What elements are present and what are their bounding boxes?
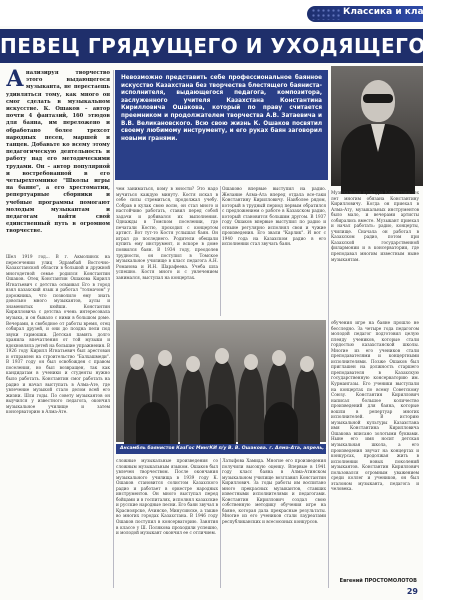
article-column-2: чем заниматься, кому в юности? Это надо мучиться каждую минуту. Костя искал в себе силы стремиться, продолжал учебу. Собрав в кулак свою волю, он стал много и настойчиво работать, ставил перед собой задачи и добивался их выполнения. Однажды в Томском поселении, где печатали Костю, проходил с концертом артист. Вот тут-то Костя услышал баян. Он играл до последнего. Родители обещали купить ему инструмент, и вскоре в доме появился баян. В 1934 году, преодолев трудности, он поступил в Томское музыкальное училище в класс педагога А.Н. Романова и И.Н. Шарафеева. Учеба шла успешно. Костя много и с увлечением занимался, выступал на концертах.: [116, 186, 218, 280]
ensemble-face: [158, 350, 172, 366]
photo-caption: Ансамбль баянистов КазГос МингКИ п/у В. В. Ошакова. г. Алма-Ата, апрель, 1966г.: [120, 445, 343, 451]
ensemble-face: [130, 354, 144, 370]
column-divider: [328, 190, 329, 588]
article-column-6: Латыфова Хамида. Многие его произведения получили высокую оценку. Впервые в 1941 году класс баяна в Алма-Атинском музыкальном училище возглавил Константин Кириллович. За годы работы им воспитано много прекрасных музыкантов, ставших известными исполнителями и педагогами. Константин Кириллович создал свою собственную методику обучения игре на баяне, которая дала прекрасные результаты. Многие из его учеников стали лауреатами республиканских и всесоюзных конкурсов.: [222, 458, 326, 525]
ensemble-face: [186, 356, 200, 372]
portrait-glasses: [363, 94, 393, 103]
article-column-4: Музыкальная культура Казахстана тех лет многим обязана Константину Кирилловичу. Когда он приехал в Алма-Ату, музыкальных инструментов было мало, и вечерами артисты собирались вместе. Музыкант приехал и начал работать: радио, концерты, училище. Сначала он работал в Казахском радио, потом при Казахской государственной филармонии и в консерватории, где преподавал многим известным ныне музыкантам.: [331, 190, 419, 262]
ensemble-accordion: [264, 402, 298, 446]
article-column-3: Ошаково впервые выступил на радио. Желание Алма-Ата вперед отдала все-таки Константину Кирилловичу. Наиболее рядом, который в трудный период первым обратился с предложением о работе в Казахском радио, который становится большим другом. В 1937 году Ошаков впервые выступил по радио и отныне регулярно исполнял свои и чужие произведения. Его звали "Карлик". И вот с 1940 года на Казахском радио в его исполнении стал звучать баян.: [222, 186, 326, 247]
headline-title: ПЕВЕЦ ГРЯДУЩЕГО И УХОДЯЩЕГО: [0, 34, 426, 58]
article-column-1: Шел 1919 год... В г. Акмолинск на пересечении улиц Эдрамбай Восточно-Казахстанской области в большой и дружной многодетной семье родился Константин Ошаков. Отец Константин Ошакова Кирилл Игнатьевич с детства осваивал Его в город взял казахский язык и работал "толмачом" у дорожника, что позволило ему знать довольно много музыкантов, аулы и знаменитых кюйши. Константин Кирилловича с детства очень интересовала музыка, и он бывало с ними в большом доме. Вечерами, в свободное от работы время, отец собирал друзей, и они до поздна пели под звуки гармошки. Детская память долго хранила впечатления от той музыки и вдохновляла детей на большие упражнения. В 1926 году Кирилл Игнатьевич был арестован и отправлен на строительство "Балхашмеди". В 1937 году он был освобожден с правом поселения, но был возвращен, так как кандидатам в ученики и студенты нужно было работать. Константин смог работать на радио и начал выступать в Алма-Ате, где увлечение музыкой стало делом всей его жизни. Шли годы. По совету музыкантов он выучился у известного педагога, окончил музыкальное училище и затем консерваторию в Алма-Ате.: [6, 254, 110, 415]
ensemble-photo: [116, 320, 326, 442]
author-signature: Евгений ПРОСТОМОЛОТОВ: [339, 578, 417, 584]
ensemble-accordion: [200, 404, 234, 446]
ensemble-face: [244, 354, 258, 370]
rubric-label: Классика и классики: [343, 7, 453, 17]
ensemble-face: [215, 348, 229, 364]
drop-cap: А: [6, 66, 24, 92]
rubric-dots-decoration: [311, 8, 341, 20]
ensemble-accordion: [136, 402, 170, 446]
lead-text: нализируя творчество этого выдающегося музыканта, не перестаешь удивляться тому, как много он смог сделать в музыкальном искусстве. К. Ошаков – автор почти 4 фантазий, 160 этюдов для баяна, им переложено и обработано более трехсот народных песен, маршей и танцев. Добавьте ко всему этому педагогическую деятельность и работу над его методическими трудами. Он – автор популярной и востребованной в его четырехтомнике "Школы игры на баяне", а его хрестоматии, репертуарные сборники и учебные программы помогают молодым музыкантам и педагогам найти свой единственный путь в огромном творчестве.: [6, 70, 110, 235]
column-divider: [220, 186, 221, 316]
article-column-7: обучения игре на баяне прошло не бесследно. За четыре года педагогом молодой педагог подготовил целую плеяду учеников, которые стали гордостью казахстанской школы. Многие из его учеников стали преподавателями и концертными исполнителями. Позже Ошаков был приглашен на должность старшего преподавателя в Казахскую государственную консерваторию им. Курмангазы. Его ученики выступали на концертах по всему Советскому Союзу. Константин Кириллович написал большое количество произведений для баяна, которые вошли в репертуар многих исполнителей. В историю музыкальной культуры Казахстана имя Константина Кирилловича Ошакова вписано золотыми буквами. Ныне его имя носит детская музыкальная школа, а его произведения звучат на концертах и конкурсах, продолжая жить в исполнении новых поколений музыкантов. Константин Кириллович пользовался огромным уважением среди коллег и учеников, он был эталоном музыканта, педагога и человека.: [331, 320, 419, 492]
photo-caption-bar: [116, 444, 343, 454]
lead-paragraph: [6, 66, 110, 252]
article-column-5: сложные музыкальные произведения со сложным музыкальным языком. Ошаков был увлечен творчеством. После окончания музыкального училища в 1939 году К. Ошаков становится солистом Казахского радио и работает в оркестре народных инструментов. Он много выступал перед бойцами и в госпиталях, исполнял казахские и русские народные песни. Его баян звучал в Красноярске, Ачинске, Минусинске, а также во многих городах Казахстана. В 1946 году Ошаков поступил в консерваторию. Занятия в классе у Ш. Полякова проходили успешно, и молодой музыкант окончил ее с отличием.: [116, 458, 218, 536]
portrait-photo: [331, 66, 423, 186]
ensemble-member: [238, 364, 264, 444]
intro-box: [115, 70, 328, 180]
rubric-tab: [307, 6, 453, 22]
column-divider: [113, 70, 114, 588]
column-divider: [220, 458, 221, 588]
page-number: 29: [406, 587, 418, 596]
headline-bar: [0, 29, 426, 63]
intro-text: Невозможно представить себе профессиональное баянное искусство Казахстана без творчества блестящего баяниста-исполнителя, выдающегося педагога, композитора, заслуженного учителя Казахстана Константина Кирилловича Ошакова, который по праву считается преемником и продолжателем творчества А.В. Затаевича и В.В. Великановского. Всю свою жизнь К. Ошаков посвятил своему любимому инструменту, и его руках баян заговорил новыми гранями.: [121, 75, 322, 142]
ensemble-face: [272, 350, 286, 366]
ensemble-face: [300, 356, 314, 372]
